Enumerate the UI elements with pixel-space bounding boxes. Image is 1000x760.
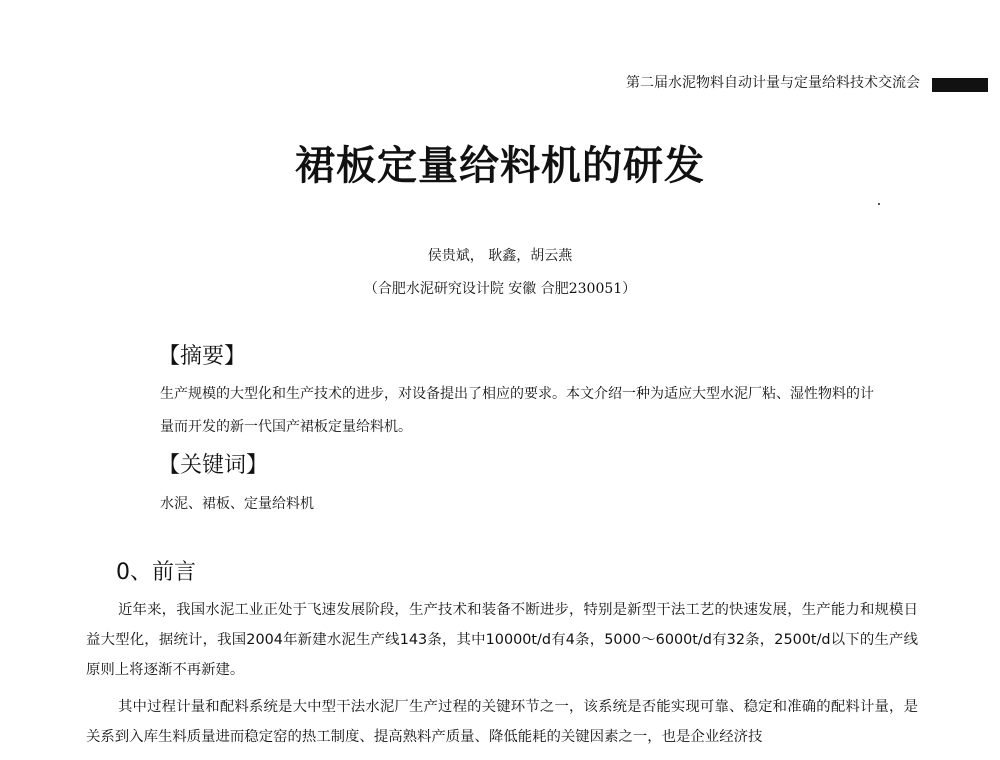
body-paragraph-1: 近年来，我国水泥工业正处于飞速发展阶段，生产技术和装备不断进步，特别是新型干法工艺的快速发展，生产能力和规模日益大型化，据统计，我国2004年新建水泥生产线143条，其中10000t/d有4条，5000～6000t/d有32条，2500t/d以下的生产线原则上将逐渐不再新建。 xyxy=(86,602,918,678)
paper-affiliation: （合肥水泥研究设计院 安徽 合肥230051） xyxy=(363,281,637,297)
scan-speck xyxy=(878,203,880,205)
abstract-text: 生产规模的大型化和生产技术的进步，对设备提出了相应的要求。本文介绍一种为适应大型水泥厂粘、湿性物料的计量而开发的新一代国产裙板定量给料机。 xyxy=(160,386,874,435)
header-rule-block xyxy=(932,78,988,92)
running-header: 第二届水泥物料自动计量与定量给料技术交流会 xyxy=(626,75,920,91)
section-heading-introduction: 0、前言 xyxy=(116,560,196,585)
body-paragraph-2: 其中过程计量和配料系统是大中型干法水泥厂生产过程的关键环节之一，该系统是否能实现可靠、稳定和准确的配料计量，是关系到入库生料质量进而稳定窑的热工制度、提高熟料产质量、降低能耗的关键因素之一，也是企业经济技 xyxy=(86,699,918,745)
abstract-heading: 【摘要】 xyxy=(158,344,247,369)
paper-authors: 侯贵斌， 耿鑫，胡云燕 xyxy=(427,248,573,264)
keywords-text: 水泥、裙板、定量给料机 xyxy=(160,496,314,512)
paper-title: 裙板定量给料机的研发 xyxy=(295,143,705,189)
keywords-heading: 【关键词】 xyxy=(158,453,269,478)
